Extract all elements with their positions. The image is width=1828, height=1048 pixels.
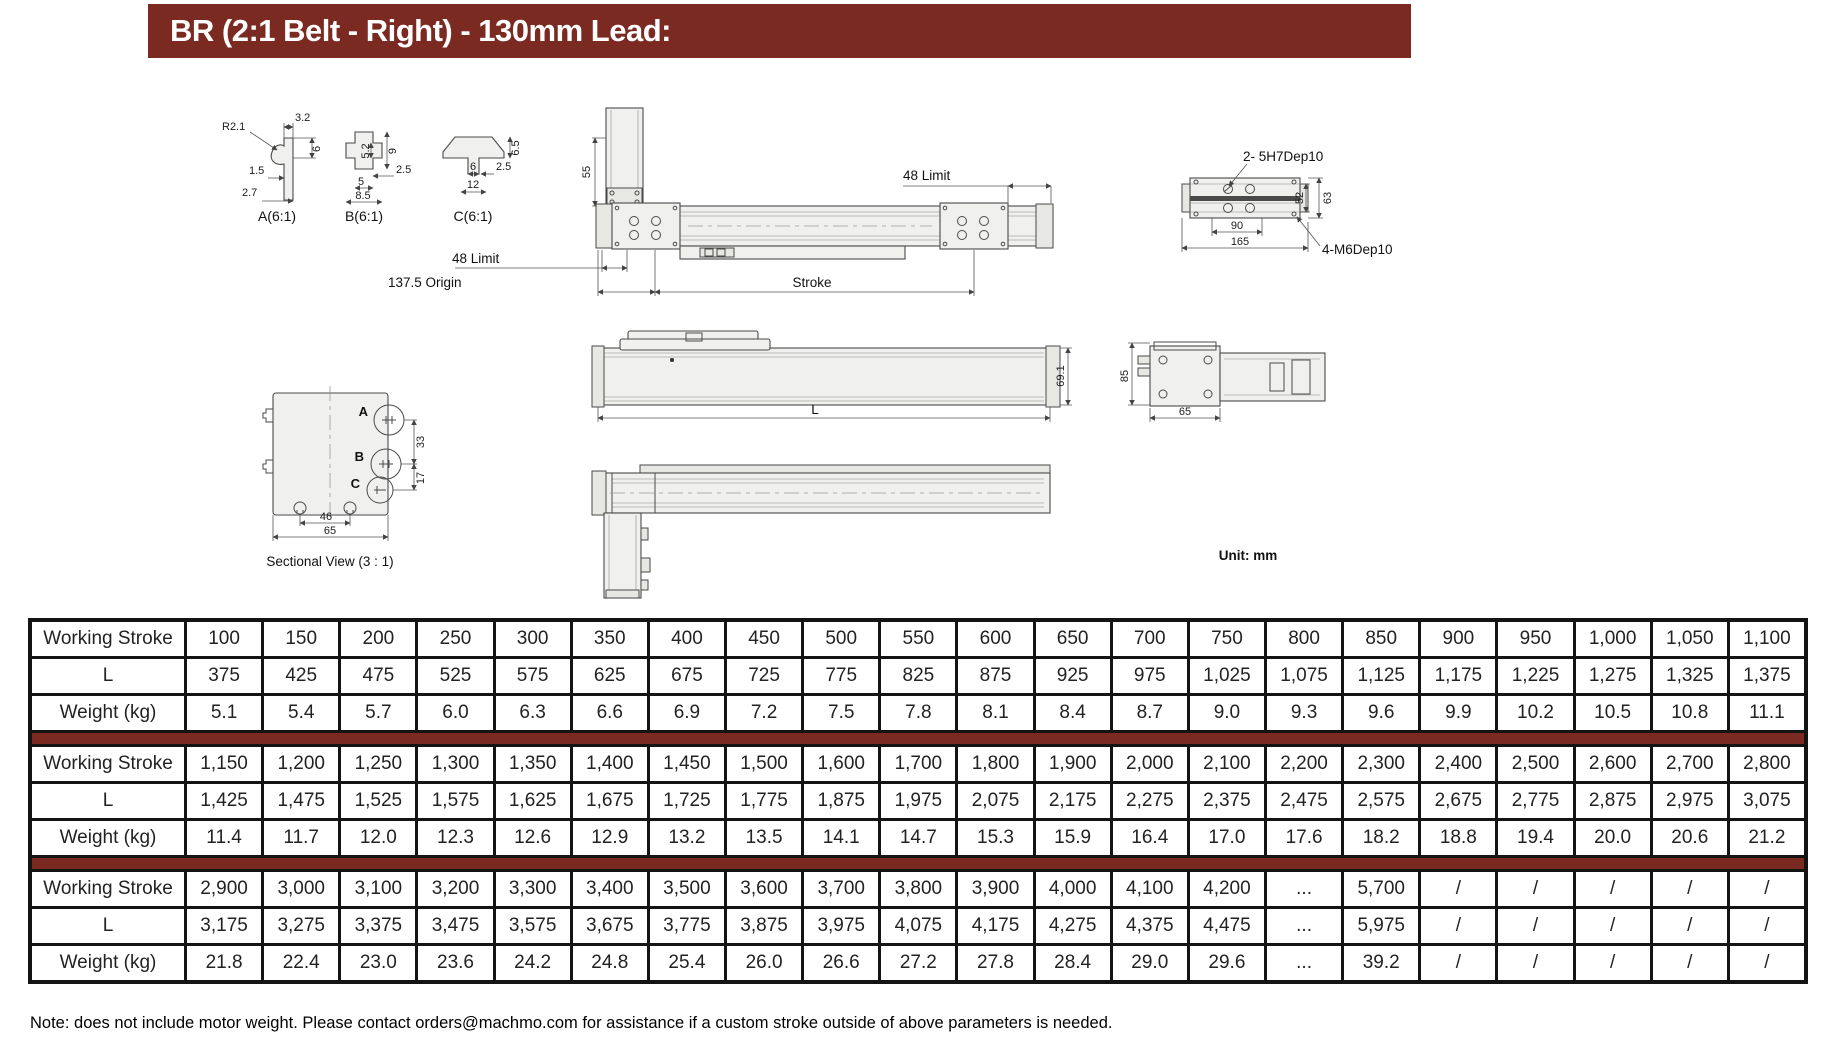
table-cell: 6.6 [573, 696, 647, 730]
table-cell: 2,600 [1576, 747, 1650, 781]
table-cell: 17.6 [1267, 821, 1341, 855]
table-cell: 22.4 [264, 946, 338, 980]
table-cell: 2,975 [1653, 784, 1727, 818]
detail-c-label: C(6:1) [453, 208, 493, 224]
dim-6c: 6 [469, 161, 477, 173]
table-cell: 575 [496, 659, 570, 693]
table-cell: 525 [418, 659, 492, 693]
table-cell: 27.8 [958, 946, 1032, 980]
table-cell: 350 [573, 622, 647, 656]
detail-c-drawing [443, 137, 522, 224]
table-cell: / [1498, 909, 1572, 943]
table-cell: 2,875 [1576, 784, 1650, 818]
table-cell: 4,175 [958, 909, 1032, 943]
table-cell: 8.1 [958, 696, 1032, 730]
table-cell: 9.6 [1344, 696, 1418, 730]
row-label: L [32, 784, 184, 818]
sectional-view-caption: Sectional View (3 : 1) [266, 554, 394, 569]
table-cell: 1,500 [727, 747, 801, 781]
table-cell: 1,350 [496, 747, 570, 781]
dim-9: 9 [387, 147, 399, 155]
limit-left-label: 48 Limit [452, 251, 500, 266]
table-cell: 13.2 [650, 821, 724, 855]
table-cell: 4,375 [1113, 909, 1187, 943]
top-view-drawing [388, 108, 1053, 296]
origin-label: 137.5 Origin [388, 275, 462, 290]
table-cell: 3,800 [881, 872, 955, 906]
table-cell: 29.0 [1113, 946, 1187, 980]
table-cell: 3,675 [573, 909, 647, 943]
table-cell: 625 [573, 659, 647, 693]
table-cell: 2,575 [1344, 784, 1418, 818]
dim-46: 46 [319, 511, 333, 523]
dim-17: 17 [415, 471, 427, 485]
title-banner [148, 4, 1411, 58]
table-cell: 1,625 [496, 784, 570, 818]
table-cell: 3,300 [496, 872, 570, 906]
table-cell: / [1576, 872, 1650, 906]
table-cell: 1,800 [958, 747, 1032, 781]
dim-33: 33 [415, 435, 427, 449]
table-cell: 3,775 [650, 909, 724, 943]
dim-12: 12 [466, 179, 480, 191]
sectional-view-drawing [263, 386, 427, 569]
table-cell: 925 [1036, 659, 1110, 693]
dim-63: 63 [1322, 191, 1334, 205]
end-view-drawing [1119, 342, 1325, 422]
detail-a-drawing [222, 112, 323, 224]
footnote: Note: does not include motor weight. Please contact orders@machmo.com for assistance if a custom stroke outside of above parameters is needed. [30, 1014, 1113, 1032]
table-cell: 475 [341, 659, 415, 693]
table-cell: 375 [187, 659, 261, 693]
dim-165: 165 [1230, 236, 1250, 248]
spec-table [28, 618, 1808, 984]
table-cell: 7.5 [804, 696, 878, 730]
table-cell: / [1576, 909, 1650, 943]
table-cell: 8.4 [1036, 696, 1110, 730]
table-cell: 2,000 [1113, 747, 1187, 781]
table-cell: 15.3 [958, 821, 1032, 855]
band-separator [32, 733, 1804, 744]
table-cell: 10.5 [1576, 696, 1650, 730]
dim-6-5: 6.5 [510, 140, 522, 156]
table-cell: 1,425 [187, 784, 261, 818]
table-cell: 2,075 [958, 784, 1032, 818]
row-label: Working Stroke [32, 622, 184, 656]
table-cell: ... [1267, 946, 1341, 980]
table-cell: / [1653, 872, 1727, 906]
table-cell: 1,900 [1036, 747, 1110, 781]
table-cell: 1,775 [727, 784, 801, 818]
table-cell: 2,475 [1267, 784, 1341, 818]
callout-a-label: A [358, 404, 368, 419]
table-cell: 3,200 [418, 872, 492, 906]
table-cell: 1,075 [1267, 659, 1341, 693]
table-cell: 1,975 [881, 784, 955, 818]
table-cell: / [1730, 909, 1804, 943]
dim-55: 55 [581, 165, 593, 179]
table-cell: 900 [1421, 622, 1495, 656]
dim-90: 90 [1230, 220, 1244, 232]
table-cell: 150 [264, 622, 338, 656]
table-cell: 3,400 [573, 872, 647, 906]
table-cell: 400 [650, 622, 724, 656]
table-cell: 1,025 [1190, 659, 1264, 693]
table-cell: 2,900 [187, 872, 261, 906]
table-cell: 950 [1498, 622, 1572, 656]
table-cell: 1,525 [341, 784, 415, 818]
dim-69-1: 69.1 [1055, 365, 1067, 387]
table-cell: 2,700 [1653, 747, 1727, 781]
table-cell: 200 [341, 622, 415, 656]
table-cell: 1,050 [1653, 622, 1727, 656]
table-cell: 650 [1036, 622, 1110, 656]
table-cell: 6.9 [650, 696, 724, 730]
table-cell: 26.6 [804, 946, 878, 980]
table-cell: 1,875 [804, 784, 878, 818]
table-cell: 14.7 [881, 821, 955, 855]
table-cell: 27.2 [881, 946, 955, 980]
table-cell: 3,700 [804, 872, 878, 906]
page-title: BR (2:1 Belt - Right) - 130mm Lead: [170, 13, 671, 48]
table-cell: 1,450 [650, 747, 724, 781]
table-cell: ... [1267, 872, 1341, 906]
table-cell: 3,175 [187, 909, 261, 943]
dim-52: 52 [1294, 191, 1306, 205]
table-cell: 2,175 [1036, 784, 1110, 818]
table-cell: 6.3 [496, 696, 570, 730]
dim-6a: 6 [311, 145, 323, 152]
table-cell: 700 [1113, 622, 1187, 656]
dim-r21: R2.1 [222, 121, 246, 133]
table-cell: / [1498, 872, 1572, 906]
table-cell: 2,375 [1190, 784, 1264, 818]
table-cell: / [1498, 946, 1572, 980]
table-cell: 450 [727, 622, 801, 656]
table-cell: 4,075 [881, 909, 955, 943]
table-cell: 20.6 [1653, 821, 1727, 855]
table-cell: 1,275 [1576, 659, 1650, 693]
row-label: Weight (kg) [32, 696, 184, 730]
row-label: Weight (kg) [32, 946, 184, 980]
table-cell: 300 [496, 622, 570, 656]
unit-note: Unit: mm [1218, 548, 1278, 563]
table-cell: 39.2 [1344, 946, 1418, 980]
table-cell: 1,575 [418, 784, 492, 818]
table-cell: 3,000 [264, 872, 338, 906]
technical-drawings [0, 60, 1828, 615]
table-cell: 1,400 [573, 747, 647, 781]
table-cell: 18.8 [1421, 821, 1495, 855]
table-cell: 1,000 [1576, 622, 1650, 656]
table-cell: 2,100 [1190, 747, 1264, 781]
limit-right-label: 48 Limit [903, 168, 951, 183]
table-cell: 425 [264, 659, 338, 693]
dim-85: 85 [1119, 369, 1131, 383]
table-cell: 1,200 [264, 747, 338, 781]
table-cell: 5.4 [264, 696, 338, 730]
table-cell: 1,700 [881, 747, 955, 781]
table-cell: 7.8 [881, 696, 955, 730]
table-cell: 7.2 [727, 696, 801, 730]
table-cell: 13.5 [727, 821, 801, 855]
dim-2-7: 2.7 [242, 187, 258, 199]
table-cell: 3,600 [727, 872, 801, 906]
table-cell: 975 [1113, 659, 1187, 693]
table-cell: 725 [727, 659, 801, 693]
table-cell: 6.0 [418, 696, 492, 730]
table-cell: 8.7 [1113, 696, 1187, 730]
table-cell: 675 [650, 659, 724, 693]
table-cell: 3,900 [958, 872, 1032, 906]
table-cell: 20.0 [1576, 821, 1650, 855]
dim-5: 5 [357, 176, 365, 188]
detail-a-label: A(6:1) [257, 208, 297, 224]
table-cell: 11.1 [1730, 696, 1804, 730]
table-cell: 9.3 [1267, 696, 1341, 730]
table-cell: 4,000 [1036, 872, 1110, 906]
table-cell: 1,475 [264, 784, 338, 818]
table-cell: 1,600 [804, 747, 878, 781]
table-cell: / [1730, 946, 1804, 980]
table-cell: 1,225 [1498, 659, 1572, 693]
table-cell: 9.0 [1190, 696, 1264, 730]
table-cell: 16.4 [1113, 821, 1187, 855]
table-cell: 250 [418, 622, 492, 656]
table-cell: / [1421, 872, 1495, 906]
dim-2-5c: 2.5 [496, 161, 512, 173]
dim-65sec: 65 [323, 525, 337, 537]
table-cell: / [1653, 946, 1727, 980]
table-cell: 500 [804, 622, 878, 656]
side-view-drawing [592, 331, 1072, 422]
table-cell: 800 [1267, 622, 1341, 656]
row-label: L [32, 659, 184, 693]
table-cell: 24.2 [496, 946, 570, 980]
table-cell: 2,275 [1113, 784, 1187, 818]
table-cell: 4,200 [1190, 872, 1264, 906]
table-cell: 5.7 [341, 696, 415, 730]
table-cell: 3,975 [804, 909, 878, 943]
table-cell: 23.6 [418, 946, 492, 980]
table-cell: 14.1 [804, 821, 878, 855]
table-cell: 17.0 [1190, 821, 1264, 855]
table-cell: 850 [1344, 622, 1418, 656]
table-cell: 1,725 [650, 784, 724, 818]
table-cell: / [1421, 909, 1495, 943]
dim-3-2: 3.2 [295, 112, 311, 124]
table-cell: 3,875 [727, 909, 801, 943]
table-cell: 1,175 [1421, 659, 1495, 693]
table-cell: 12.9 [573, 821, 647, 855]
table-cell: 825 [881, 659, 955, 693]
table-cell: 1,300 [418, 747, 492, 781]
table-cell: 550 [881, 622, 955, 656]
row-label: Working Stroke [32, 872, 184, 906]
table-cell: 2,400 [1421, 747, 1495, 781]
table-cell: 4,100 [1113, 872, 1187, 906]
table-cell: 600 [958, 622, 1032, 656]
table-cell: 1,100 [1730, 622, 1804, 656]
table-cell: 12.3 [418, 821, 492, 855]
table-cell: 2,300 [1344, 747, 1418, 781]
table-cell: 3,275 [264, 909, 338, 943]
table-cell: 19.4 [1498, 821, 1572, 855]
table-cell: 5.1 [187, 696, 261, 730]
table-cell: 1,375 [1730, 659, 1804, 693]
table-cell: 10.2 [1498, 696, 1572, 730]
table-cell: 4,475 [1190, 909, 1264, 943]
table-cell: 1,675 [573, 784, 647, 818]
table-cell: 3,100 [341, 872, 415, 906]
table-cell: / [1730, 872, 1804, 906]
table-cell: 3,375 [341, 909, 415, 943]
table-cell: 5,975 [1344, 909, 1418, 943]
table-cell: 9.9 [1421, 696, 1495, 730]
detail-b-label: B(6:1) [344, 208, 384, 224]
dim-5-2: 5.2 [360, 143, 372, 159]
stroke-label: Stroke [792, 275, 832, 290]
table-cell: 29.6 [1190, 946, 1264, 980]
table-cell: 28.4 [1036, 946, 1110, 980]
table-cell: 775 [804, 659, 878, 693]
table-cell: 2,500 [1498, 747, 1572, 781]
callout-m6: 4-M6Dep10 [1322, 242, 1393, 257]
table-cell: 12.0 [341, 821, 415, 855]
dim-2-5b: 2.5 [396, 164, 412, 176]
dim-8-5: 8.5 [355, 190, 371, 202]
callout-5h7: 2- 5H7Dep10 [1243, 149, 1324, 164]
table-cell: 26.0 [727, 946, 801, 980]
table-cell: 18.2 [1344, 821, 1418, 855]
row-label: Weight (kg) [32, 821, 184, 855]
table-cell: 875 [958, 659, 1032, 693]
table-cell: 100 [187, 622, 261, 656]
dim-1-5: 1.5 [249, 165, 265, 177]
bottom-view-drawing [592, 465, 1050, 598]
table-cell: ... [1267, 909, 1341, 943]
callout-c-label: C [350, 476, 360, 491]
table-cell: 5,700 [1344, 872, 1418, 906]
table-cell: 2,200 [1267, 747, 1341, 781]
dim-65end: 65 [1178, 406, 1192, 418]
table-cell: 24.8 [573, 946, 647, 980]
detail-b-drawing [345, 132, 411, 224]
table-cell: 1,150 [187, 747, 261, 781]
band-separator [32, 858, 1804, 869]
dim-L: L [811, 402, 819, 417]
table-cell: / [1576, 946, 1650, 980]
table-cell: 1,250 [341, 747, 415, 781]
table-cell: 11.4 [187, 821, 261, 855]
table-cell: 25.4 [650, 946, 724, 980]
table-cell: 1,325 [1653, 659, 1727, 693]
table-cell: 3,575 [496, 909, 570, 943]
table-cell: 4,275 [1036, 909, 1110, 943]
table-cell: 3,500 [650, 872, 724, 906]
callout-b-label: B [354, 449, 364, 464]
table-cell: / [1653, 909, 1727, 943]
table-cell: 3,475 [418, 909, 492, 943]
table-cell: 23.0 [341, 946, 415, 980]
table-cell: 11.7 [264, 821, 338, 855]
table-cell: 21.8 [187, 946, 261, 980]
table-cell: 2,800 [1730, 747, 1804, 781]
row-label: Working Stroke [32, 747, 184, 781]
table-cell: 21.2 [1730, 821, 1804, 855]
carriage-detail-drawing [1182, 149, 1393, 257]
table-cell: 10.8 [1653, 696, 1727, 730]
table-cell: 2,675 [1421, 784, 1495, 818]
table-cell: / [1421, 946, 1495, 980]
table-cell: 2,775 [1498, 784, 1572, 818]
table-cell: 12.6 [496, 821, 570, 855]
table-cell: 1,125 [1344, 659, 1418, 693]
table-cell: 15.9 [1036, 821, 1110, 855]
table-cell: 750 [1190, 622, 1264, 656]
row-label: L [32, 909, 184, 943]
table-cell: 3,075 [1730, 784, 1804, 818]
